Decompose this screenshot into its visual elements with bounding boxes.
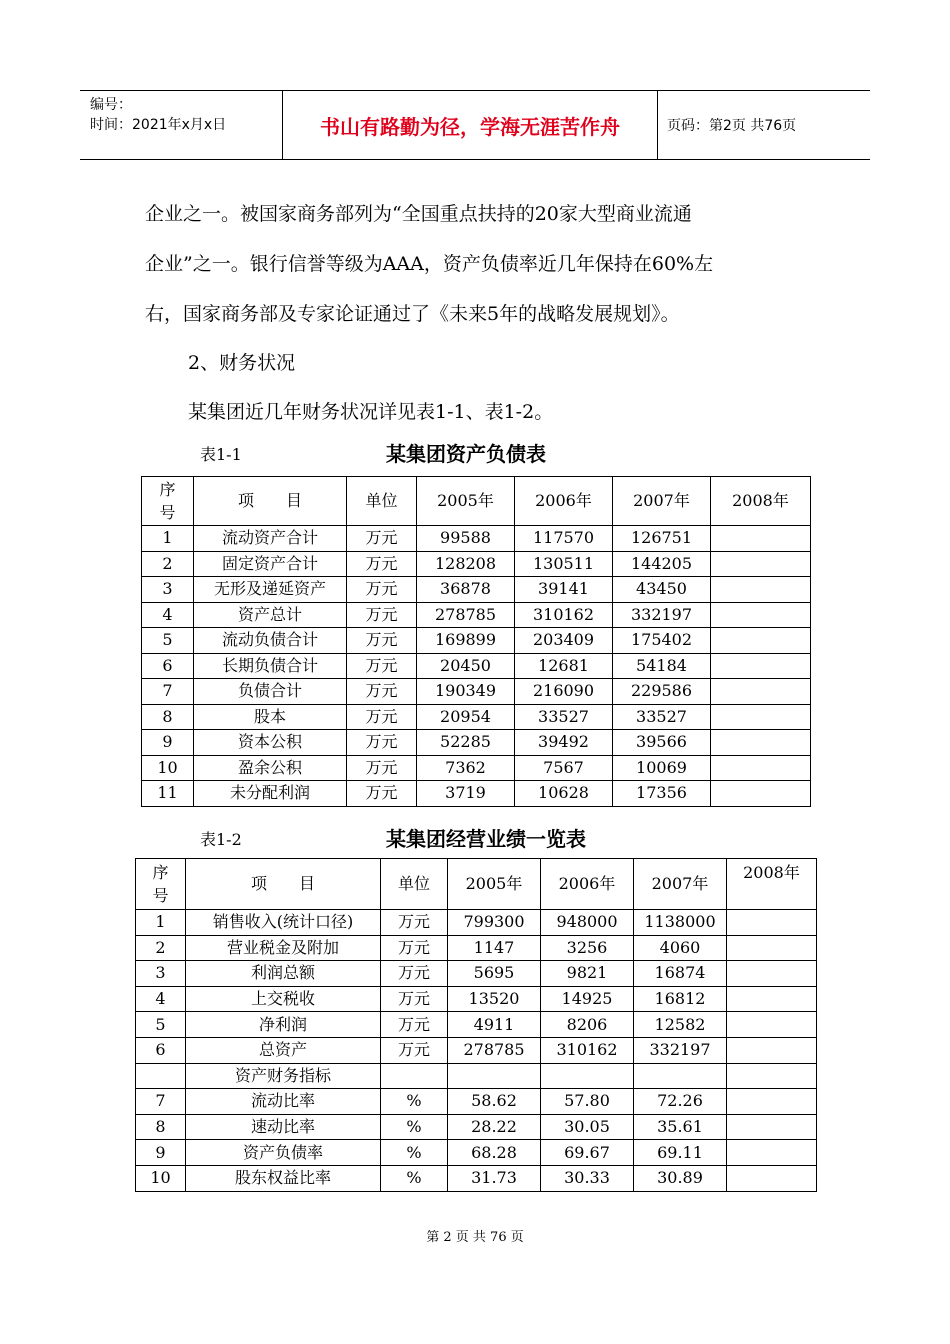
table1-caption: 表1-1 <box>200 445 242 464</box>
table-row <box>136 1012 817 1038</box>
table-cell: 资产总计 <box>194 602 347 628</box>
table-cell: 流动负债合计 <box>194 628 347 654</box>
table-cell: 万元 <box>347 551 417 577</box>
table-cell: 3256 <box>541 935 634 961</box>
table-cell <box>381 1063 448 1089</box>
table-header-row <box>142 477 811 526</box>
table-cell: 1 <box>136 910 186 936</box>
table-cell: 4911 <box>448 1012 541 1038</box>
table-cell: 69.11 <box>634 1140 727 1166</box>
table-cell: 2 <box>142 551 194 577</box>
table-cell: 799300 <box>448 910 541 936</box>
table-cell: 固定资产合计 <box>194 551 347 577</box>
section-heading: 2、财务状况 <box>188 352 296 374</box>
table-cell <box>711 526 811 552</box>
table-cell <box>136 1063 186 1089</box>
table-cell: 未分配利润 <box>194 781 347 807</box>
table-cell: 69.67 <box>541 1140 634 1166</box>
table-cell: 资产财务指标 <box>186 1063 381 1089</box>
table-cell: 16812 <box>634 986 727 1012</box>
table-cell: 4060 <box>634 935 727 961</box>
table-cell <box>634 1063 727 1089</box>
column-header: 序号 <box>136 859 186 910</box>
column-header: 2007年 <box>613 477 711 526</box>
table-cell: 4 <box>136 986 186 1012</box>
table-cell: 9821 <box>541 961 634 987</box>
table-cell: 净利润 <box>186 1012 381 1038</box>
table1-body <box>142 526 811 807</box>
table-row <box>142 730 811 756</box>
table-cell: 30.05 <box>541 1114 634 1140</box>
header-page-label: 页码：第2页 共76页 <box>667 118 797 134</box>
table-cell: 资产负债率 <box>186 1140 381 1166</box>
table-cell: 万元 <box>347 679 417 705</box>
table-cell <box>727 910 817 936</box>
table-cell: 6 <box>136 1037 186 1063</box>
page-header <box>80 90 870 160</box>
table-cell <box>711 653 811 679</box>
table-cell: 30.33 <box>541 1165 634 1191</box>
table-cell: 总资产 <box>186 1037 381 1063</box>
table-cell: 8206 <box>541 1012 634 1038</box>
column-header: 2005年 <box>448 859 541 910</box>
table-cell: 长期负债合计 <box>194 653 347 679</box>
table-cell: 35.61 <box>634 1114 727 1140</box>
table-cell: 万元 <box>347 781 417 807</box>
table-cell: 9 <box>142 730 194 756</box>
table-row <box>142 704 811 730</box>
table-row <box>136 1114 817 1140</box>
table-row <box>142 781 811 807</box>
table-cell: 利润总额 <box>186 961 381 987</box>
table-cell: 332197 <box>634 1037 727 1063</box>
table-cell: 203409 <box>515 628 613 654</box>
table-cell: 万元 <box>381 961 448 987</box>
table-cell <box>711 704 811 730</box>
table-cell: 8 <box>136 1114 186 1140</box>
table-cell: 169899 <box>417 628 515 654</box>
table-row <box>136 961 817 987</box>
column-header: 2006年 <box>515 477 613 526</box>
table-cell: 14925 <box>541 986 634 1012</box>
table-cell <box>711 755 811 781</box>
table-cell: 万元 <box>381 1037 448 1063</box>
table-cell: 57.80 <box>541 1089 634 1115</box>
table-cell: 278785 <box>417 602 515 628</box>
table-cell: 5 <box>136 1012 186 1038</box>
table-cell: 营业税金及附加 <box>186 935 381 961</box>
table-row <box>136 1089 817 1115</box>
table-cell: 3 <box>136 961 186 987</box>
table-cell: 11 <box>142 781 194 807</box>
table-cell: 278785 <box>448 1037 541 1063</box>
table-cell: 117570 <box>515 526 613 552</box>
table-cell: 12582 <box>634 1012 727 1038</box>
table-cell: 10 <box>136 1165 186 1191</box>
table-row <box>136 1037 817 1063</box>
body-line-2: 企业”之一。银行信誉等级为AAA，资产负债率近几年保持在60%左 <box>145 253 714 275</box>
header-motto: 书山有路勤为径，学海无涯苦作舟 <box>282 91 658 159</box>
table-cell <box>711 730 811 756</box>
table-cell <box>727 961 817 987</box>
table-cell <box>448 1063 541 1089</box>
table-cell: 39566 <box>613 730 711 756</box>
table-cell: 30.89 <box>634 1165 727 1191</box>
column-header: 单位 <box>347 477 417 526</box>
table-cell: 13520 <box>448 986 541 1012</box>
table-cell: 负债合计 <box>194 679 347 705</box>
table-row <box>136 910 817 936</box>
table2-body <box>136 910 817 1192</box>
table-cell: 190349 <box>417 679 515 705</box>
table-cell: 10628 <box>515 781 613 807</box>
table-cell: 310162 <box>515 602 613 628</box>
table-cell: 144205 <box>613 551 711 577</box>
table-cell: 7567 <box>515 755 613 781</box>
table-cell <box>711 781 811 807</box>
table-cell: 52285 <box>417 730 515 756</box>
table-cell: 资本公积 <box>194 730 347 756</box>
table-cell: 8 <box>142 704 194 730</box>
table-cell: 万元 <box>347 704 417 730</box>
column-header: 2008年 <box>711 477 811 526</box>
document-number-label: 编号： <box>90 97 132 113</box>
table-row <box>136 1140 817 1166</box>
table-cell: 万元 <box>381 1012 448 1038</box>
table-cell: 1138000 <box>634 910 727 936</box>
page-footer: 第 2 页 共 76 页 <box>426 1230 524 1245</box>
table-row <box>142 577 811 603</box>
table-cell: 6 <box>142 653 194 679</box>
table-cell: 20954 <box>417 704 515 730</box>
body-line-1: 企业之一。被国家商务部列为“全国重点扶持的20家大型商业流通 <box>145 203 692 225</box>
table-cell: 5695 <box>448 961 541 987</box>
table-row <box>142 602 811 628</box>
body-line-3: 右，国家商务部及专家论证通过了《未来5年的战略发展规划》。 <box>145 303 680 325</box>
column-header: 项 目 <box>186 859 381 910</box>
table-cell: 万元 <box>381 910 448 936</box>
table-cell: 128208 <box>417 551 515 577</box>
table2-caption: 表1-2 <box>200 830 242 849</box>
table-cell: 9 <box>136 1140 186 1166</box>
table-cell <box>727 935 817 961</box>
table-cell: 速动比率 <box>186 1114 381 1140</box>
table-cell <box>727 1063 817 1089</box>
table-row <box>136 986 817 1012</box>
table-cell: 17356 <box>613 781 711 807</box>
table-row <box>136 935 817 961</box>
section-intro: 某集团近几年财务状况详见表1-1、表1-2。 <box>188 401 554 423</box>
table-cell: 3 <box>142 577 194 603</box>
column-header: 2008年 <box>727 859 817 910</box>
table-cell: 99588 <box>417 526 515 552</box>
table-row <box>136 1063 817 1089</box>
table-cell: 销售收入(统计口径) <box>186 910 381 936</box>
table-cell: % <box>381 1089 448 1115</box>
table-cell: 31.73 <box>448 1165 541 1191</box>
table-cell: 7362 <box>417 755 515 781</box>
table-cell: 39492 <box>515 730 613 756</box>
table-row <box>142 755 811 781</box>
table-cell: 万元 <box>347 653 417 679</box>
table-cell: 万元 <box>347 755 417 781</box>
table-cell: 股本 <box>194 704 347 730</box>
table-header-row <box>136 859 817 910</box>
table-cell: 5 <box>142 628 194 654</box>
table-cell: 948000 <box>541 910 634 936</box>
table-cell: 310162 <box>541 1037 634 1063</box>
column-header: 序号 <box>142 477 194 526</box>
table-cell: 33527 <box>613 704 711 730</box>
table-cell: % <box>381 1140 448 1166</box>
table-cell: 10 <box>142 755 194 781</box>
table-cell: 43450 <box>613 577 711 603</box>
column-header: 2006年 <box>541 859 634 910</box>
table-cell: 20450 <box>417 653 515 679</box>
table-cell: 175402 <box>613 628 711 654</box>
column-header: 2005年 <box>417 477 515 526</box>
column-header: 2007年 <box>634 859 727 910</box>
table-cell: % <box>381 1114 448 1140</box>
table-cell: 无形及递延资产 <box>194 577 347 603</box>
table-cell <box>727 1012 817 1038</box>
table-cell: 16874 <box>634 961 727 987</box>
table-cell: 4 <box>142 602 194 628</box>
table-cell: 万元 <box>347 526 417 552</box>
table-cell: 58.62 <box>448 1089 541 1115</box>
table-cell <box>727 986 817 1012</box>
table-cell: 10069 <box>613 755 711 781</box>
table-cell <box>711 551 811 577</box>
table1-title: 某集团资产负债表 <box>386 442 546 466</box>
table-row <box>142 679 811 705</box>
table-cell: 54184 <box>613 653 711 679</box>
table-cell: 万元 <box>347 602 417 628</box>
table-row <box>142 551 811 577</box>
table-cell <box>711 628 811 654</box>
table-cell: 72.26 <box>634 1089 727 1115</box>
table-cell <box>711 602 811 628</box>
table-cell: 332197 <box>613 602 711 628</box>
table-row <box>142 526 811 552</box>
table-cell: 万元 <box>347 730 417 756</box>
table-cell: 股东权益比率 <box>186 1165 381 1191</box>
table-cell: 3719 <box>417 781 515 807</box>
operating-results-table <box>135 858 817 1192</box>
header-meta <box>80 91 282 159</box>
table-cell: % <box>381 1165 448 1191</box>
table-row <box>142 628 811 654</box>
table-cell: 流动资产合计 <box>194 526 347 552</box>
table-cell: 216090 <box>515 679 613 705</box>
table-cell: 流动比率 <box>186 1089 381 1115</box>
table-cell: 盈余公积 <box>194 755 347 781</box>
table-cell: 126751 <box>613 526 711 552</box>
table-cell: 7 <box>136 1089 186 1115</box>
table-cell <box>711 577 811 603</box>
table-cell <box>711 679 811 705</box>
table-cell: 68.28 <box>448 1140 541 1166</box>
table-cell: 39141 <box>515 577 613 603</box>
table-cell: 12681 <box>515 653 613 679</box>
table-cell: 2 <box>136 935 186 961</box>
table-cell: 上交税收 <box>186 986 381 1012</box>
table-cell <box>727 1114 817 1140</box>
table2-title: 某集团经营业绩一览表 <box>386 827 586 851</box>
table-cell: 万元 <box>381 935 448 961</box>
table-cell: 130511 <box>515 551 613 577</box>
column-header: 单位 <box>381 859 448 910</box>
document-time-label: 时间：2021年x月x日 <box>90 117 227 133</box>
table-cell <box>541 1063 634 1089</box>
table-cell: 1147 <box>448 935 541 961</box>
column-header: 项 目 <box>194 477 347 526</box>
table-cell: 1 <box>142 526 194 552</box>
table-cell: 万元 <box>347 577 417 603</box>
table-cell <box>727 1037 817 1063</box>
table-row <box>136 1165 817 1191</box>
table-cell: 229586 <box>613 679 711 705</box>
table-cell <box>727 1165 817 1191</box>
table-cell: 33527 <box>515 704 613 730</box>
table-cell: 28.22 <box>448 1114 541 1140</box>
table-cell <box>727 1140 817 1166</box>
table-cell: 万元 <box>381 986 448 1012</box>
balance-sheet-table <box>141 476 811 807</box>
table-row <box>142 653 811 679</box>
table-cell <box>727 1089 817 1115</box>
table-cell: 36878 <box>417 577 515 603</box>
table-cell: 万元 <box>347 628 417 654</box>
table-cell: 7 <box>142 679 194 705</box>
